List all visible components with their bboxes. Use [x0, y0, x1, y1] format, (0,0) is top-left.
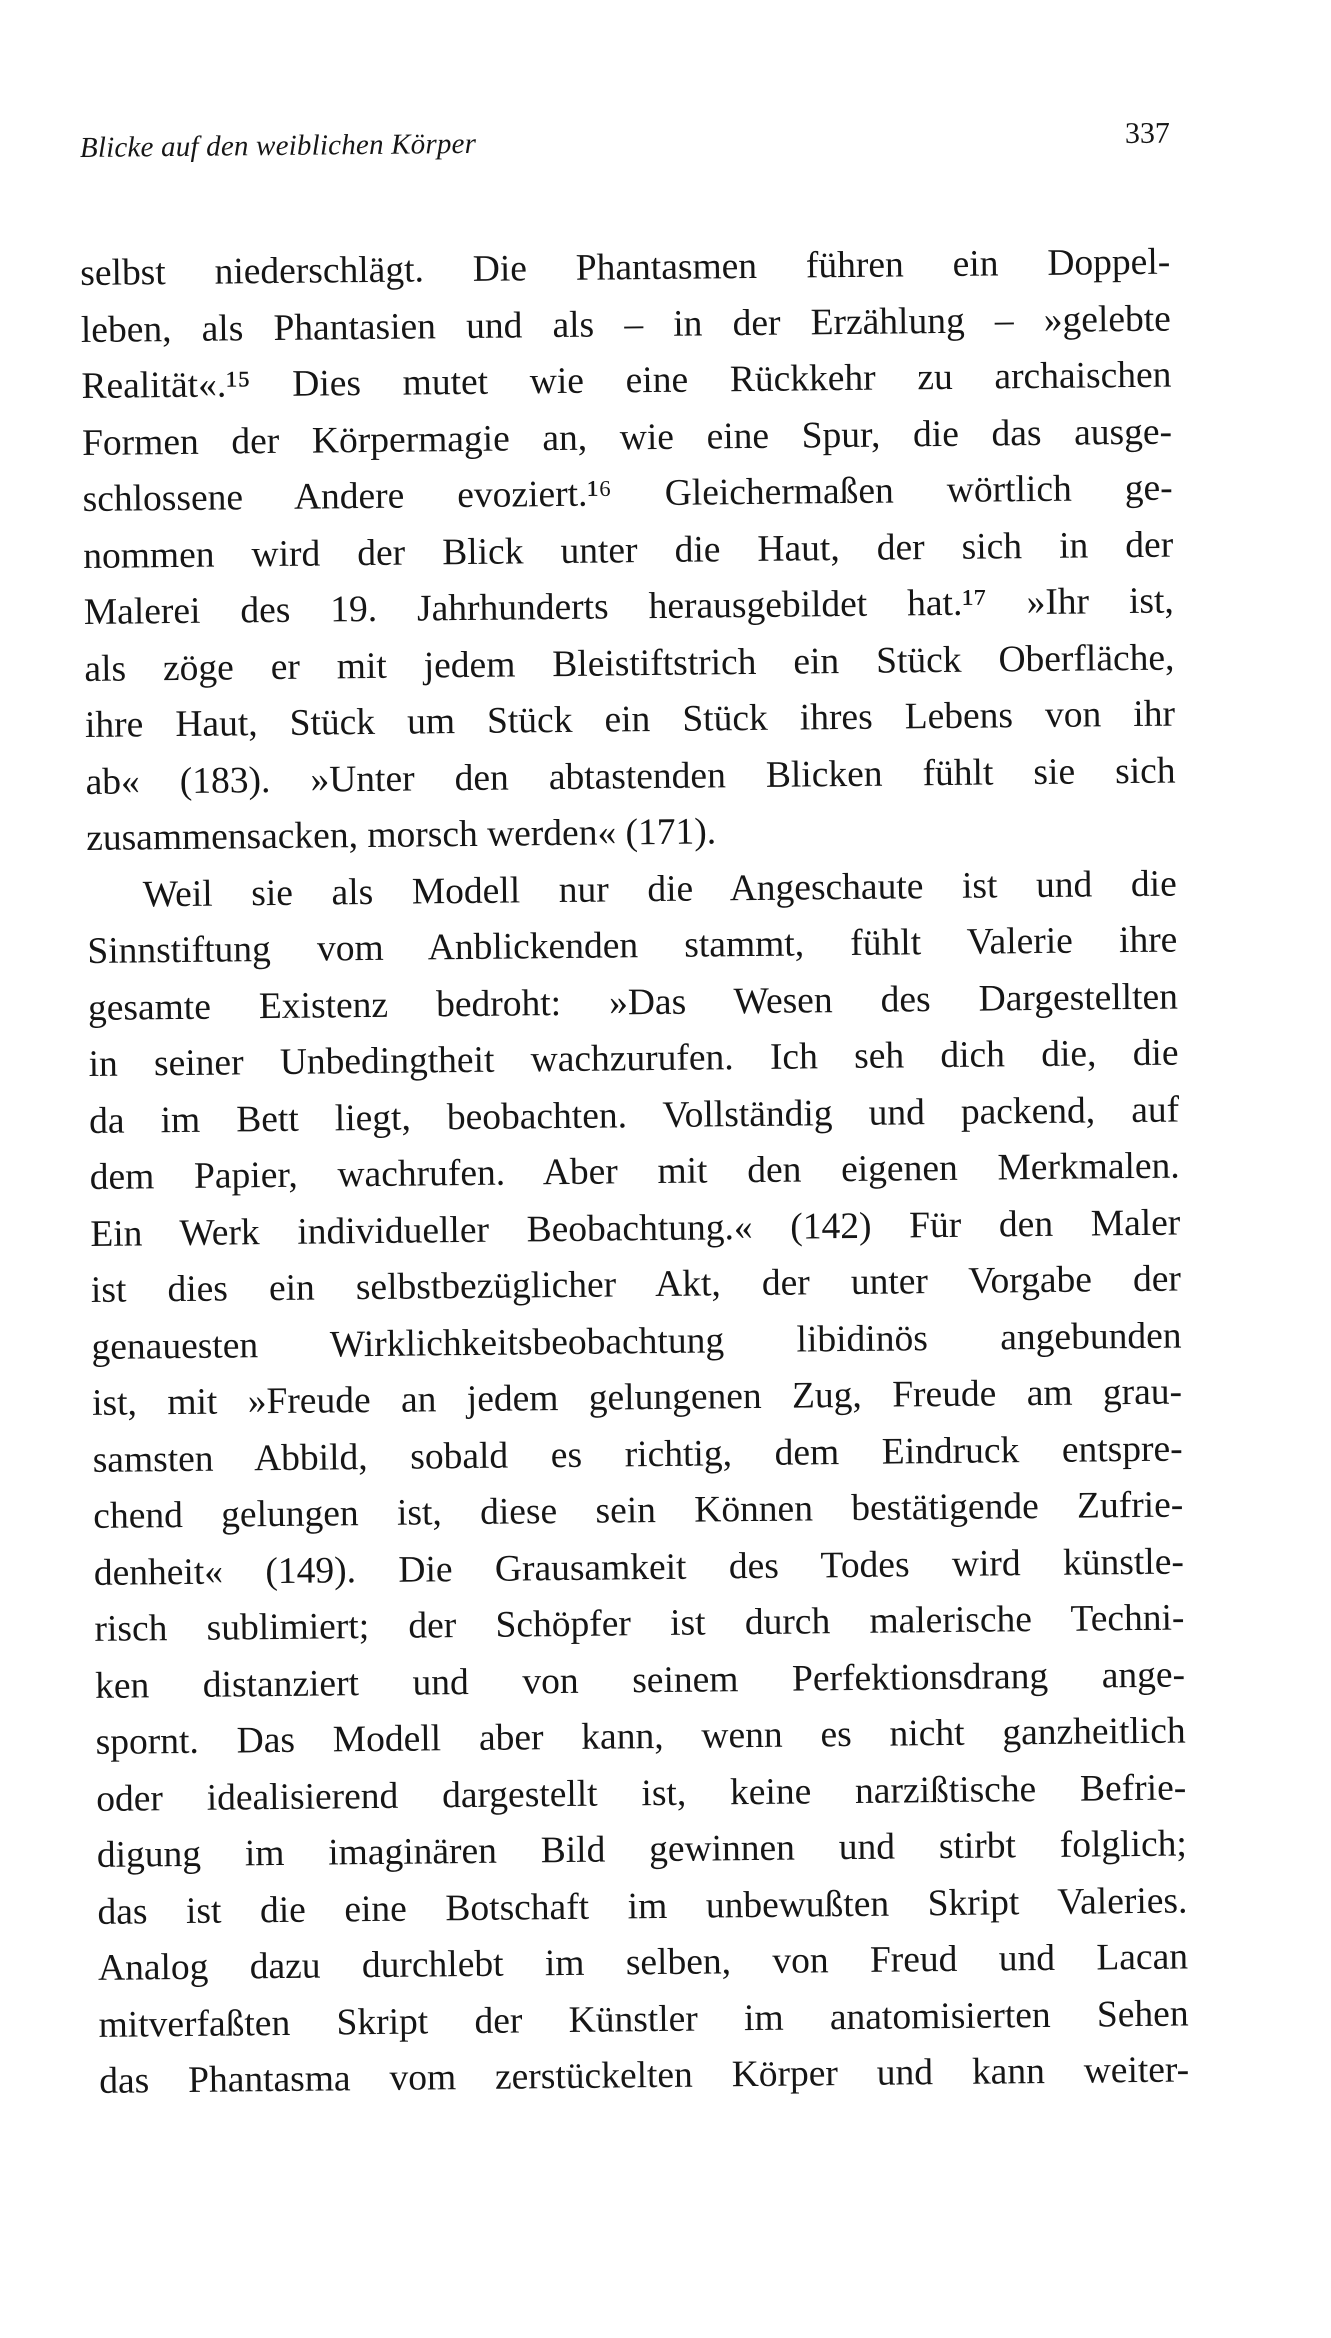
text-line: spornt. Das Modell aber kann, wenn es nicht ganzheitlich: [95, 1710, 1186, 1763]
text-line: als zöge er mit jedem Bleistiftstrich ein Stück Oberfläche,: [84, 637, 1175, 690]
text-line: chend gelungen ist, diese sein Können bestätigende Zufrie-: [93, 1484, 1184, 1537]
text-line: denheit« (149). Die Grausamkeit des Todes wird künstle-: [93, 1541, 1185, 1594]
paragraph-end-line: zusammensacken, morsch werden« (171).: [85, 811, 717, 859]
text-line: ken distanziert und von seinem Perfektionsdrang ange-: [94, 1654, 1186, 1707]
text-line: mitverfaßten Skript der Künstler im anatomisierten Sehen: [98, 1992, 1189, 2046]
text-line: Ein Werk individueller Beobachtung.« (142) Für den Maler: [90, 1202, 1181, 1255]
text-line: das ist die eine Botschaft im unbewußten Skript Valeries.: [97, 1879, 1188, 1933]
text-line: Malerei des 19. Jahrhunderts herausgebildet hat.¹⁷ »Ihr ist,: [83, 580, 1174, 633]
text-line: ihre Haut, Stück um Stück ein Stück ihres Lebens von ihr: [84, 693, 1176, 746]
text-line: Analog dazu durchlebt im selben, von Freud und Lacan: [97, 1936, 1189, 1989]
text-line: risch sublimiert; der Schöpfer ist durch malerische Techni-: [94, 1597, 1185, 1650]
text-line: da im Bett liegt, beobachten. Vollständig und packend, auf: [88, 1089, 1180, 1142]
text-line: dem Papier, wachrufen. Aber mit den eigenen Merkmalen.: [89, 1145, 1180, 1198]
text-line: das Phantasma vom zerstückelten Körper und kann weiter-: [99, 2049, 1190, 2102]
text-line: selbst niederschlägt. Die Phantasmen führen ein Doppel-: [80, 241, 1171, 294]
text-line: ist dies ein selbstbezüglicher Akt, der unter Vorgabe der: [90, 1258, 1182, 1311]
text-line: genauesten Wirklichkeitsbeobachtung libidinös angebunden: [91, 1315, 1182, 1368]
text-line: nommen wird der Blick unter die Haut, der sich in der: [83, 524, 1174, 577]
text-line: Sinnstiftung vom Anblickenden stammt, fühlt Valerie ihre: [87, 919, 1178, 972]
text-line: oder idealisierend dargestellt ist, keine narzißtische Befrie-: [96, 1767, 1187, 1820]
text-line: ist, mit »Freude an jedem gelungenen Zug, Freude am grau-: [91, 1371, 1183, 1424]
body-text: [80, 235, 1189, 2111]
page-number: 337: [1124, 116, 1171, 151]
text-line: in seiner Unbedingtheit wachzurufen. Ich seh dich die, die: [88, 1032, 1179, 1085]
paragraph-start-line: Weil sie als Modell nur die Angeschaute ist und die: [142, 863, 1177, 915]
running-head: [79, 116, 1171, 172]
text-line: digung im imaginären Bild gewinnen und stirbt folglich;: [96, 1823, 1188, 1876]
text-line: Formen der Körpermagie an, wie eine Spur, die das ausge-: [81, 411, 1173, 464]
text-line: samsten Abbild, sobald es richtig, dem Eindruck entspre-: [92, 1428, 1183, 1481]
text-line: ab« (183). »Unter den abtastenden Blicken fühlt sie sich: [85, 750, 1176, 803]
running-title: Blicke auf den weiblichen Körper: [79, 127, 477, 164]
text-line: leben, als Phantasien und als – in der Erzählung – »gelebte: [80, 298, 1172, 351]
text-line: schlossene Andere evoziert.¹⁶ Gleichermaßen wörtlich ge-: [82, 467, 1173, 520]
text-line: gesamte Existenz bedroht: »Das Wesen des Dargestellten: [87, 976, 1179, 1029]
text-line: Realität«.¹⁵ Dies mutet wie eine Rückkehr zu archaischen: [81, 354, 1172, 407]
